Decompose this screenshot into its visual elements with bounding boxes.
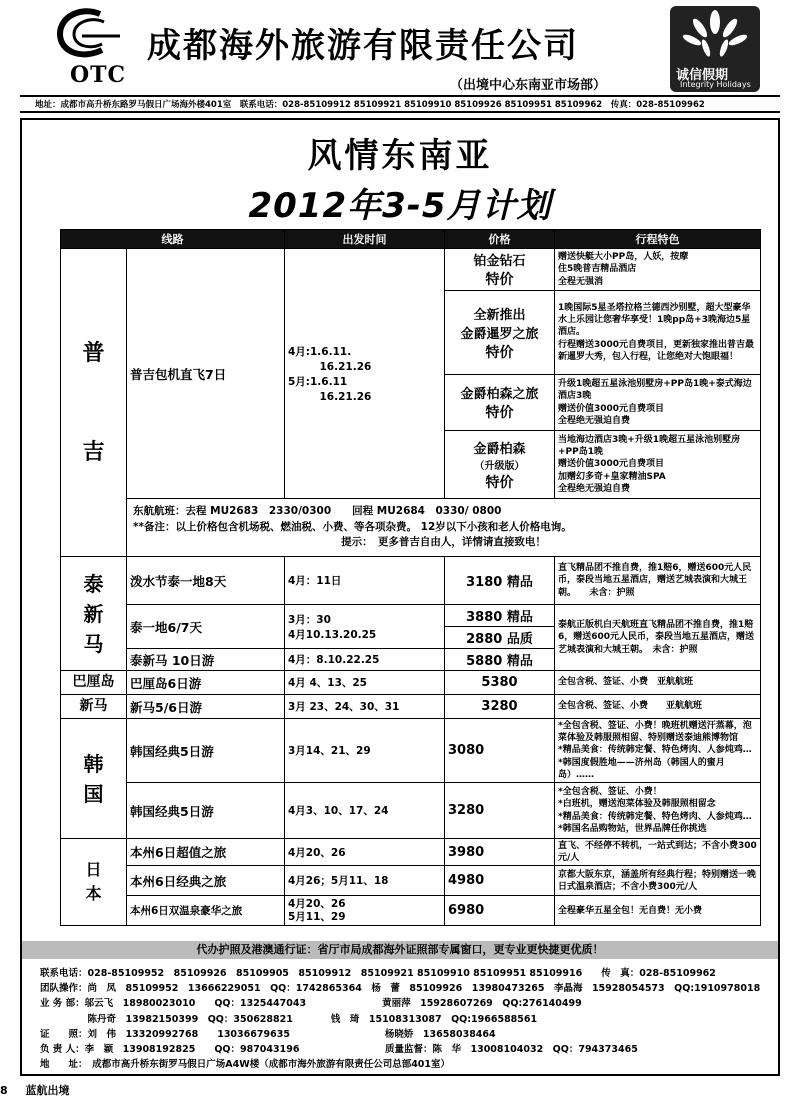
table-row (61, 839, 761, 866)
region-phuket: 普 吉 (61, 249, 127, 557)
features-cell: 升级1晚超五星泳池别墅房+PP岛1晚+泰式海边酒店3晚 赠送价值3000元自费项目 全程绝无强迫自费 (555, 375, 761, 431)
passport-service-banner: 代办护照及港澳通行证：省厅市局成都海外证照部专属窗口，更专业更快捷更优质！ (22, 941, 778, 959)
page-subtitle: 2012年3-5月计划 (248, 186, 552, 226)
col-header-features: 行程特色 (555, 230, 761, 249)
price-cell: 4980 (445, 866, 555, 896)
features-cell: 当地海边酒店3晚+升级1晚超五星泳池别墅房+PP岛1晚 赠送价值3000元自费项目 加赠幻多奇+皇家精油SPA 全程绝无强迫自费 (555, 431, 761, 499)
price-cell: 6980 (445, 896, 555, 926)
price-cell: 5880 精品 (445, 649, 555, 671)
company-name: 成都海外旅游有限责任公司 (147, 26, 579, 66)
contact-line: 陈丹奇 13982150399 QQ：350628821 钱 琦 15108313087 QQ:1966588561 (40, 1013, 538, 1025)
package-name: 金爵柏森之旅 (460, 387, 539, 402)
price-cell: 3180 精品 (445, 557, 555, 605)
date-cell: 4月 4、13、25 (285, 671, 445, 695)
col-header-route: 线路 (61, 230, 285, 249)
features-cell: 赠送快艇大小PP岛，人妖，按摩 住5晚普吉精品酒店 全程无强消 (555, 249, 761, 291)
page-footer (0, 1082, 70, 1098)
route-phuket: 普吉包机直飞7日 (127, 249, 285, 499)
route-cell: 本州6日双温泉豪华之旅 (127, 896, 285, 926)
date-cell: 4月20、26 (285, 839, 445, 866)
contact-line: 联系电话：028-85109952 85109926 85109905 85109912 85109921 85109910 85109951 85109916 传 真：028-85109962 (40, 968, 716, 979)
table-row (61, 249, 761, 291)
route-cell: 韩国经典5日游 (127, 719, 285, 783)
region-japan: 日 本 (61, 839, 127, 926)
route-cell: 泰一地6/7天 (127, 605, 285, 649)
contact-line: 业 务 部：邬云飞 18980023010 QQ：1325447043 黄丽萍 15928607269 QQ:276140499 (40, 998, 582, 1010)
otc-swirl-icon (52, 6, 122, 64)
features-cell: *全包含税、签证、小费！晚班机赠送汗蒸幕，泡菜体验及韩服照相留、特别赠送泰迪熊博物馆 *精品美食：传统韩定餐、特色烤肉、人参炖鸡… *韩国度假胜地——济州岛（韩国人的蜜月岛）…… (555, 719, 761, 783)
contact-line: 证 照：刘 伟 13320992768 13036679635 杨晓娇 13658038464 (40, 1028, 496, 1040)
contact-line: 团队操作：尚 凤 85109952 13666229051 QQ：1742865364 杨 蕾 85109926 13980473265 李晶海 15928054573 QQ:1910978018 (40, 983, 761, 995)
footer-label: 蓝航出境 (25, 1084, 70, 1097)
brand-name-en: Integrity Holidays (680, 80, 751, 89)
page-number: 8 (0, 1084, 8, 1097)
date-cell: 4月：8.10.22.25 (285, 649, 445, 671)
date-cell: 3月：30 4月10.13.20.25 (285, 605, 445, 649)
features-cell: 全包含税、签证、小费 亚航航班 (555, 671, 761, 695)
company-subtitle: （出境中心东南亚市场部） (450, 78, 607, 93)
special-price-tag: 特价 (485, 474, 514, 491)
route-cell: 泼水节泰一地8天 (127, 557, 285, 605)
date-cell: 4月26；5月11、18 (285, 866, 445, 896)
features-cell: 全包含税、签证、小费 亚航航班 (555, 695, 761, 719)
col-header-date: 出发时间 (285, 230, 445, 249)
contact-list (40, 966, 780, 1072)
address-line: 地址：成都市高升桥东路罗马假日广场海外楼401室 联系电话：028-85109912 85109921 85109910 85109926 85109951 85109962 传真：028-85109962 (35, 100, 705, 110)
header-divider (20, 95, 780, 97)
table-row (61, 695, 761, 719)
itinerary-table (60, 229, 761, 926)
price-cell: 3980 (445, 839, 555, 866)
route-cell: 巴厘岛6日游 (127, 671, 285, 695)
region-korea: 韩 国 (61, 719, 127, 839)
remark-note: **备注：以上价格包含机场税、燃油税、小费、等各项杂费。 12岁以下小孩和老人价格电询。 (133, 520, 572, 533)
features-cell: 直飞、不经停不转机，一站式到达；不含小费300元/人 (555, 839, 761, 866)
price-cell (445, 375, 555, 431)
price-cell (445, 431, 555, 499)
date-cell: 3月 23、24、30、31 (285, 695, 445, 719)
table-row (61, 605, 761, 627)
region-sgmy: 新马 (61, 695, 127, 719)
table-row (61, 719, 761, 783)
col-header-price: 价格 (445, 230, 555, 249)
phuket-notes (127, 499, 761, 557)
price-cell (445, 249, 555, 291)
features-cell: *全包含税、签证、小费！ *白班机，赠送泡菜体验及韩服照相留念 *精品美食：传统韩定餐、特色烤肉、人参炖鸡… *韩国名品购物站，世界品牌任你挑选 (555, 783, 761, 839)
features-cell: 全程豪华五星全包！无自费！无小费 (555, 896, 761, 926)
features-cell: 直飞精品团不推自费，推1赔6，赠送600元人民币，泰段当地五星酒店，赠送艺城表演和大城王朝。 未含：护照 (555, 557, 761, 605)
route-cell: 泰新马 10日游 (127, 649, 285, 671)
price-cell: 2880 品质 (445, 627, 555, 649)
price-cell: 3880 精品 (445, 605, 555, 627)
table-row (61, 499, 761, 557)
date-cell: 4月：11日 (285, 557, 445, 605)
region-thailand: 泰 新 马 (61, 557, 127, 671)
tip-note: 提示： 更多普吉自由人，详情请直接致电！ (341, 536, 546, 549)
brand-name-cn: 诚信假期 (676, 68, 729, 83)
package-name: 全新推出 金爵暹罗之旅 (460, 307, 539, 342)
contact-line: 地 址： 成都市高升桥东街罗马假日广场A4W楼（成都市海外旅游有限责任公司总部401室） (40, 1059, 451, 1071)
features-cell: 京都大阪东京，涵盖所有经典行程；特别赠送一晚日式温泉酒店；不含小费300元/人 (555, 866, 761, 896)
route-cell: 韩国经典5日游 (127, 783, 285, 839)
special-price-tag: 特价 (485, 405, 514, 421)
page-title: 风情东南亚 (307, 136, 493, 176)
table-row (61, 783, 761, 839)
integrity-holidays-logo (670, 6, 760, 92)
otc-logo-text: OTC (70, 62, 127, 88)
table-row (61, 671, 761, 695)
contact-line: 负 责 人：李 颖 13908192825 QQ：987043196 质量监督：陈 华 13008104032 QQ：794373465 (40, 1044, 638, 1056)
features-cell: 泰航正版机白天航班直飞精品团不推自费，推1赔6，赠送600元人民币，泰段当地五星酒店，赠送艺城表演和大城王朝。 未含：护照 (555, 605, 761, 671)
table-row (61, 557, 761, 605)
route-cell: 本州6日超值之旅 (127, 839, 285, 866)
table-header-row (61, 230, 761, 249)
price-cell (445, 291, 555, 375)
palm-leaf-icon (670, 8, 760, 64)
date-cell: 3月14、21、29 (285, 719, 445, 783)
route-cell: 新马5/6日游 (127, 695, 285, 719)
price-cell: 3080 (445, 719, 555, 783)
table-row (61, 896, 761, 926)
special-price-tag: 特价 (485, 272, 514, 288)
header-divider-2 (20, 111, 780, 113)
price-cell: 3280 (445, 695, 555, 719)
flight-note: 东航航班：去程 MU2683 2330/0300 回程 MU2684 0330/ 0800 (133, 504, 502, 517)
table-row (61, 866, 761, 896)
package-name: 金爵柏森 (473, 441, 526, 457)
package-name: 铂金钻石 (473, 254, 526, 269)
region-bali: 巴厘岛 (61, 671, 127, 695)
price-cell: 5380 (445, 671, 555, 695)
features-cell: 1晚国际5星圣塔拉格兰德西沙别墅，超大型豪华水上乐园让您奢华享受！1晚pp岛+3晚海边5星酒店。 行程赠送3000元自费项目，更新独家推出普吉最新暹罗大秀，包入行程，让您绝对大饱眼福！ (555, 291, 761, 375)
package-extra: （升级版） (474, 460, 525, 472)
dates-phuket: 4月:1.6.11. 16.21.26 5月:1.6.11 16.21.26 (285, 249, 445, 499)
price-cell: 3280 (445, 783, 555, 839)
route-cell: 本州6日经典之旅 (127, 866, 285, 896)
date-cell: 4月3、10、17、24 (285, 783, 445, 839)
date-cell: 4月20、26 5月11、29 (285, 896, 445, 926)
special-price-tag: 特价 (485, 344, 514, 361)
